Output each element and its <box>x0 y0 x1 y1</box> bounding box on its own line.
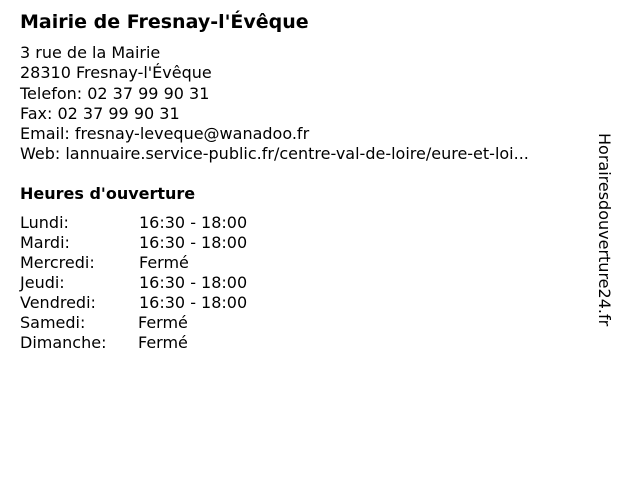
fax-number: Fax: 02 37 99 90 31 <box>20 103 180 123</box>
time-value: Fermé <box>139 253 189 272</box>
day-label: Mardi: <box>20 233 70 252</box>
day-label: Dimanche: <box>20 333 107 352</box>
time-value: 16:30 - 18:00 <box>139 273 248 292</box>
address-street: 3 rue de la Mairie <box>20 43 161 62</box>
time-value: 16:30 - 18:00 <box>139 213 248 232</box>
address-city: 28310 Fresnay-l'Évêque <box>20 63 212 83</box>
day-label: Vendredi: <box>20 293 96 312</box>
day-label: Lundi: <box>20 213 69 232</box>
contact-info <box>20 43 529 165</box>
day-label: Mercredi: <box>20 253 95 272</box>
phone-number[interactable]: Telefon: 02 37 99 90 31 <box>20 83 210 103</box>
time-value: Fermé <box>138 313 188 332</box>
day-label: Jeudi: <box>20 273 65 292</box>
time-value: 16:30 - 18:00 <box>139 293 248 312</box>
site-brand-watermark: Horairesdouverture24.fr <box>595 133 614 327</box>
time-value: 16:30 - 18:00 <box>139 233 248 252</box>
opening-hours-heading: Heures d'ouverture <box>20 184 196 203</box>
time-value: Fermé <box>138 333 188 352</box>
page-title: Mairie de Fresnay-l'Évêque <box>20 11 309 33</box>
email-link[interactable]: Email: fresnay-leveque@wanadoo.fr <box>20 124 310 144</box>
day-label: Samedi: <box>20 313 86 332</box>
website-link[interactable]: Web: lannuaire.service-public.fr/centre-val-de-loire/eure-et-loi... <box>20 144 529 164</box>
